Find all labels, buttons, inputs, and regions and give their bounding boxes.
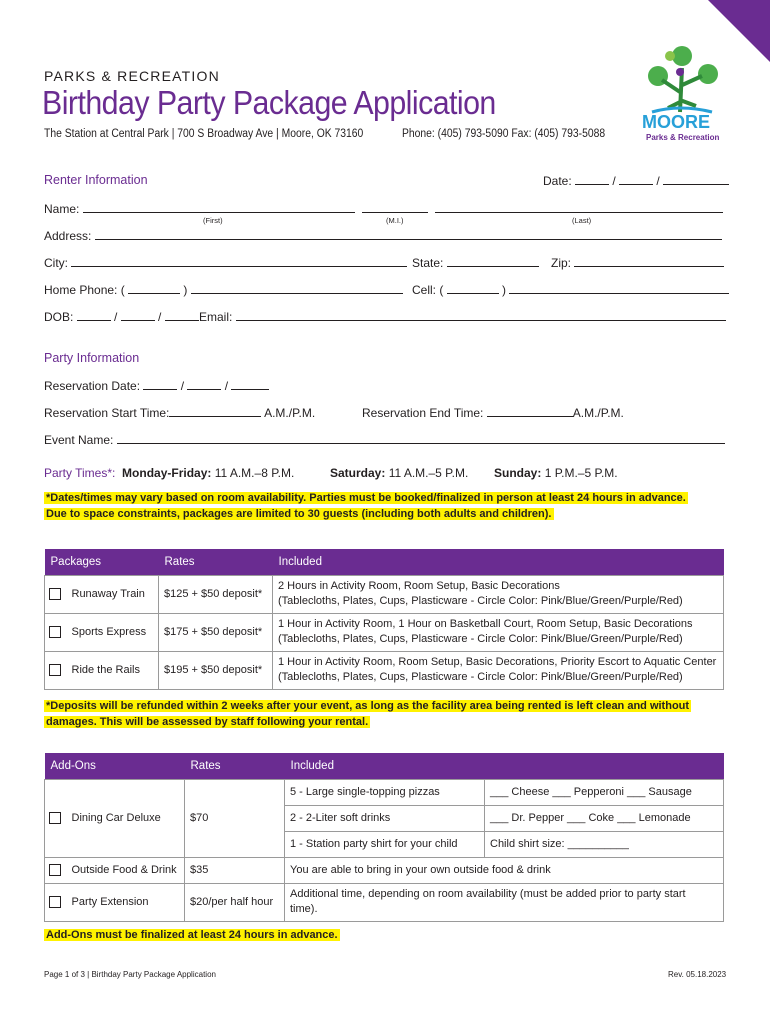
- table-row: [45, 613, 724, 651]
- included-line: time).: [290, 903, 318, 915]
- table-row: [45, 575, 724, 613]
- start-time-field[interactable]: [44, 406, 315, 420]
- addons-note-text: Add-Ons must be finalized at least 24 hours in advance.: [46, 929, 338, 941]
- package-included: [273, 575, 724, 613]
- mi-caption: (M.I.): [386, 216, 404, 225]
- end-time-field[interactable]: [362, 406, 624, 420]
- dining-item: 2 - 2-Liter soft drinks: [285, 805, 485, 831]
- package-included: [273, 651, 724, 689]
- package-name: Ride the Rails: [67, 651, 159, 689]
- included-line: (Tablecloths, Plates, Cups, Plasticware - Circle Color: Pink/Blue/Green/Purple/Red): [278, 633, 683, 645]
- addon-included: You are able to bring in your own outside food & drink: [285, 857, 724, 883]
- packages-table: [44, 549, 724, 690]
- end-ampm: A.M./P.M.: [572, 406, 624, 420]
- renter-section-heading: Renter Information: [44, 173, 148, 187]
- dining-item: 1 - Station party shirt for your child: [285, 831, 485, 857]
- dates-note-line1: *Dates/times may vary based on room availability. Parties must be booked/finalized in person at least 24 hours in advance.: [46, 492, 686, 504]
- last-caption: (Last): [572, 216, 592, 225]
- email-field[interactable]: [199, 310, 726, 324]
- email-label: Email:: [199, 310, 233, 324]
- reservation-date-field[interactable]: Reservation Date: / /: [44, 379, 269, 393]
- mf-hours: 11 A.M.–8 P.M.: [214, 466, 295, 480]
- included-header: Included: [273, 549, 724, 575]
- included-line: 1 Hour in Activity Room, Room Setup, Basic Decorations, Priority Escort to Aquatic Center: [278, 656, 717, 668]
- packages-header: Packages: [45, 549, 159, 575]
- state-field[interactable]: [412, 256, 539, 270]
- header-phone: Phone: (405) 793-5090 Fax: (405) 793-5088: [402, 128, 606, 140]
- state-label: State:: [412, 256, 444, 270]
- logo-text: MOORE: [642, 112, 711, 132]
- table-row: [45, 857, 724, 883]
- event-name-field[interactable]: [44, 433, 725, 447]
- included-line: (Tablecloths, Plates, Cups, Plasticware - Circle Color: Pink/Blue/Green/Purple/Red): [278, 595, 683, 607]
- zip-label: Zip:: [551, 256, 572, 270]
- address-label: Address:: [44, 229, 92, 243]
- city-field[interactable]: [44, 256, 407, 270]
- addon-name: Party Extension: [67, 883, 185, 921]
- dining-car-checkbox[interactable]: [49, 812, 61, 824]
- addon-name: Outside Food & Drink: [67, 857, 185, 883]
- start-time-label: Reservation Start Time:: [44, 406, 170, 420]
- table-row: [45, 883, 724, 921]
- addon-rates-header: Rates: [185, 753, 285, 779]
- start-ampm: A.M./P.M.: [264, 406, 316, 420]
- date-field[interactable]: Date: / /: [543, 174, 729, 188]
- ride-the-rails-checkbox[interactable]: [49, 664, 61, 676]
- addon-rate: $35: [185, 857, 285, 883]
- city-label: City:: [44, 256, 68, 270]
- rates-header: Rates: [159, 549, 273, 575]
- sat-label: Saturday:: [330, 466, 386, 480]
- party-extension-checkbox[interactable]: [49, 896, 61, 908]
- package-included: [273, 613, 724, 651]
- footer-revision: Rev. 05.18.2023: [668, 970, 727, 979]
- sun-hours: 1 P.M.–5 P.M.: [544, 466, 618, 480]
- pizza-options[interactable]: ___ Cheese ___ Pepperoni ___ Sausage: [485, 779, 724, 805]
- deposit-note-line2: damages. This will be assessed by staff following your rental.: [46, 716, 369, 728]
- addon-included-header: Included: [285, 753, 724, 779]
- addons-note: [44, 927, 340, 943]
- included-line: 2 Hours in Activity Room, Room Setup, Basic Decorations: [278, 580, 560, 592]
- sun-label: Sunday:: [494, 466, 542, 480]
- name-label: Name:: [44, 202, 80, 216]
- addon-rate: $70: [185, 779, 285, 857]
- sports-express-checkbox[interactable]: [49, 626, 61, 638]
- dates-note-line2: Due to space constraints, packages are limited to 30 guests (including both adults and children).: [46, 508, 552, 520]
- page-title: Birthday Party Package Application: [42, 84, 496, 121]
- package-rate: $175 + $50 deposit*: [159, 613, 273, 651]
- saturday-times: [330, 466, 468, 480]
- included-line: 1 Hour in Activity Room, 1 Hour on Basketball Court, Room Setup, Basic Decorations: [278, 618, 693, 630]
- event-name-label: Event Name:: [44, 433, 114, 447]
- outside-food-checkbox[interactable]: [49, 864, 61, 876]
- addons-header: Add-Ons: [45, 753, 185, 779]
- runaway-train-checkbox[interactable]: [49, 588, 61, 600]
- table-row: [45, 651, 724, 689]
- footer-left: Page 1 of 3 | Birthday Party Package Application: [44, 970, 216, 979]
- sat-hours: 11 A.M.–5 P.M.: [388, 466, 469, 480]
- tree-logo-icon: [640, 42, 732, 146]
- table-row: [45, 779, 724, 805]
- dates-note: [44, 490, 724, 522]
- addon-rate: $20/per half hour: [185, 883, 285, 921]
- addon-included: [285, 883, 724, 921]
- mf-label: Monday-Friday:: [122, 466, 212, 480]
- deposit-note: [44, 698, 734, 730]
- shirt-size-field[interactable]: Child shirt size: __________: [485, 831, 724, 857]
- package-name: Runaway Train: [67, 575, 159, 613]
- addon-name: Dining Car Deluxe: [67, 779, 185, 857]
- address-field[interactable]: [44, 229, 722, 243]
- addons-table: [44, 753, 724, 922]
- package-rate: $125 + $50 deposit*: [159, 575, 273, 613]
- home-phone-label: Home Phone: (: [44, 283, 125, 297]
- package-name: Sports Express: [67, 613, 159, 651]
- dob-field[interactable]: DOB: / /: [44, 310, 199, 324]
- cell-label: Cell: (: [412, 283, 444, 297]
- drink-options[interactable]: ___ Dr. Pepper ___ Coke ___ Lemonade: [485, 805, 724, 831]
- reservation-date-label: Reservation Date:: [44, 379, 141, 393]
- dob-label: DOB:: [44, 310, 74, 324]
- party-section-heading: Party Information: [44, 351, 140, 365]
- party-times-label: Party Times*:: [44, 466, 116, 480]
- first-caption: (First): [203, 216, 223, 225]
- header-kicker: PARKS & RECREATION: [44, 68, 220, 84]
- cell-phone-field[interactable]: Cell: ( ): [412, 283, 729, 297]
- logo-subtext: Parks & Recreation: [646, 133, 720, 142]
- date-label: Date:: [543, 174, 572, 188]
- deposit-note-line1: *Deposits will be refunded within 2 weeks after your event, as long as the facility area being rented is left clean and without: [46, 700, 690, 712]
- name-field[interactable]: [44, 202, 723, 216]
- moore-logo: [640, 42, 732, 146]
- party-times: [44, 466, 294, 480]
- zip-field[interactable]: [551, 256, 724, 270]
- included-line: (Tablecloths, Plates, Cups, Plasticware - Circle Color: Pink/Blue/Green/Purple/Red): [278, 671, 683, 683]
- end-time-label: Reservation End Time:: [362, 406, 484, 420]
- package-rate: $195 + $50 deposit*: [159, 651, 273, 689]
- included-line: Additional time, depending on room availability (must be added prior to party start: [290, 888, 686, 900]
- header-address: The Station at Central Park | 700 S Broadway Ave | Moore, OK 73160: [44, 128, 364, 140]
- home-phone-field[interactable]: Home Phone: ( ): [44, 283, 403, 297]
- sunday-times: [494, 466, 618, 480]
- dining-item: 5 - Large single-topping pizzas: [285, 779, 485, 805]
